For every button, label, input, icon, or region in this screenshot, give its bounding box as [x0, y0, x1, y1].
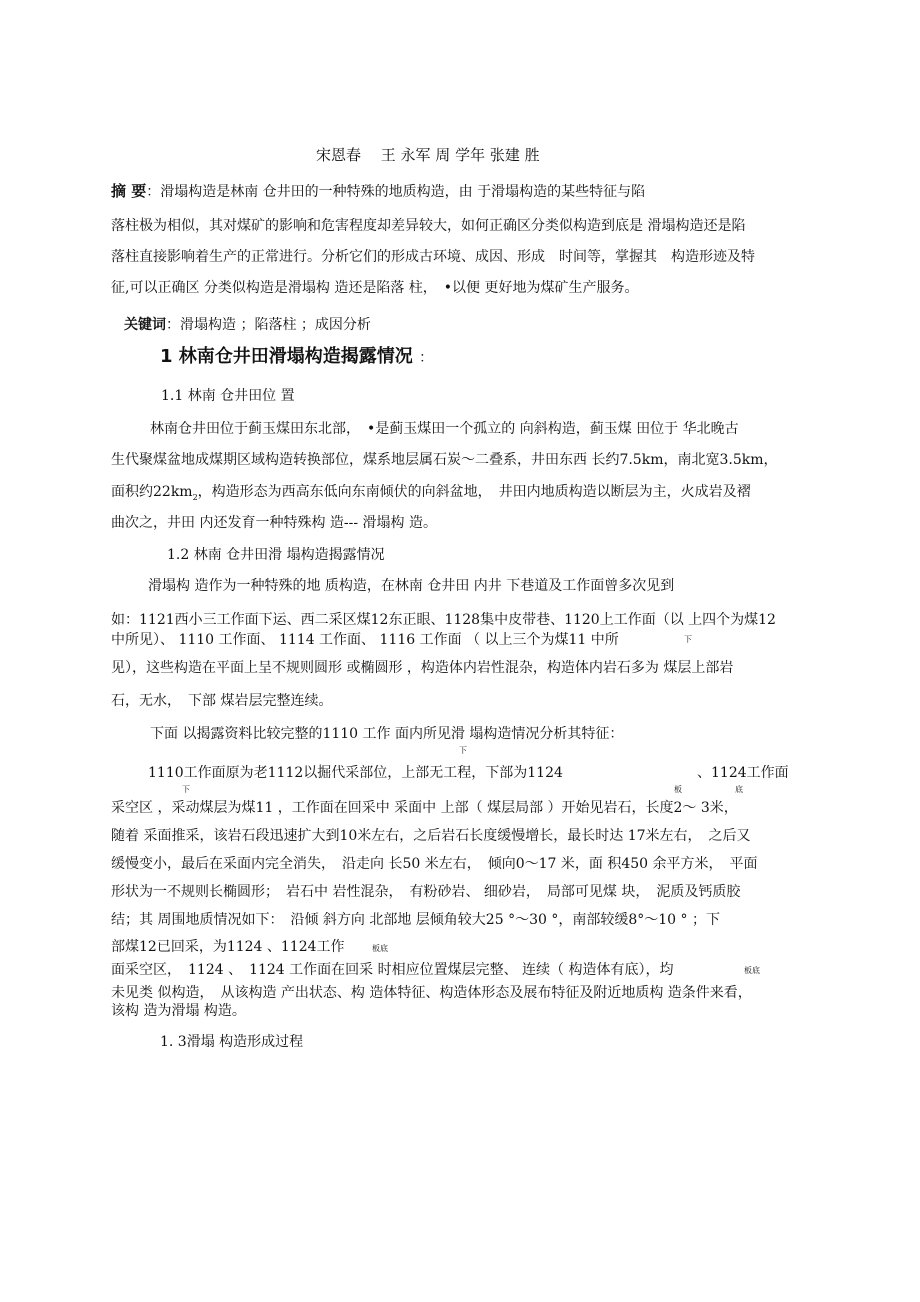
abstract-line-4: 征,可以正确区 分类似构造是滑塌构 造还是陷落 柱， •以便 更好地为煤矿生产服务。 [111, 280, 639, 296]
s12-line-15: 未见类 似构造， 从该构造 产出状态、构 造体特征、构造体形态及展布特征及附近地质构 造条件来看， [111, 985, 752, 1001]
s12-line-7-a: 1110工作面原为老1112以掘代采部位，上部无工程，下部为1124 [148, 765, 563, 781]
s12-line-5: 石，无水， 下部 煤岩层完整连续。 [111, 693, 333, 709]
s12-line-10: 缓慢变小，最后在采面内完全消失， 沿走向 长50 米左右， 倾向0〜17 米，面 积450 余平方米， 平面 [111, 856, 758, 872]
s12-line-11: 形状为一不规则长椭圆形； 岩石中 岩性混杂， 有粉砂岩、 细砂岩， 局部可见煤 块， 泥质及钙质胶 [111, 884, 741, 900]
section-1-1-heading: 1.1 林南 仓井田位 置 [161, 388, 295, 404]
abstract-line-3: 落柱直接影响着生产的正常进行。分析它们的形成古环境、成因、形成 时间等，掌握其 构造形迹及特 [111, 249, 755, 265]
keywords-text: ：滑塌构造 ；陷落柱 ；成因分析 [166, 317, 371, 333]
s11-line-2: 生代聚煤盆地成煤期区域构造转换部位，煤系地层属石炭〜二叠系，井田东西 长约7.5km，南北宽3.5km， [111, 452, 778, 468]
section-1-title [160, 345, 433, 370]
s11-line-3-b: ，构造形态为西高东低向东南倾伏的向斜盆地， 井田内地质构造以断层为主，火成岩及褶 [197, 484, 751, 500]
s12-line-3: 中所见）、 1110 工作面、 1114 工作面、 1116 工作面 （ 以上三个为煤11 中所 [111, 632, 619, 648]
s12-line-14: 面采空区， 1124 、 1124 工作面在回采 时相应位置煤层完整、 连续（ 构造体有底），均 [111, 962, 674, 978]
abstract-first-line [111, 181, 645, 202]
s11-line-3-a: 面积约22km [111, 484, 193, 500]
s11-line-1: 林南仓井田位于蓟玉煤田东北部， •是蓟玉煤田一个孤立的 向斜构造，蓟玉煤 田位于 华北晚古 [150, 421, 739, 437]
s12-line-7-small-3: 底 [735, 785, 743, 794]
s11-line-4: 曲次之，井田 内还发育一种特殊构 造--- 滑塌构 造。 [111, 515, 437, 531]
abstract-colon: ： [146, 184, 161, 200]
s12-line-6: 下面 以揭露资料比较完整的1110 工作 面内所见滑 塌构造情况分析其特征： [150, 726, 624, 742]
s12-line-14-small: 板底 [744, 966, 760, 975]
s12-line-3-small: 下 [684, 635, 692, 644]
s11-line-3 [111, 482, 751, 508]
s12-line-7-small-1: 下 [182, 785, 190, 794]
s12-line-13: 部煤12已回采，为1124 、1124工作 [111, 939, 345, 955]
s12-line-9: 随着 采面推采，该岩石段迅速扩大到10米左右，之后岩石长度缓慢增长，最长时达 17米左右， 之后又 [111, 828, 751, 844]
s11-superscript: 2 [192, 492, 198, 502]
s12-line-7-small-2: 板 [674, 785, 682, 794]
abstract-label: 摘 要 [111, 182, 147, 200]
section-1-3-heading: 1. 3滑塌 构造形成过程 [160, 1034, 304, 1050]
s12-line-7-b: 、1124工作面 [697, 765, 789, 781]
authors: 宋恩春 王 永军 周 学年 张建 胜 [316, 146, 540, 164]
s12-line-6-small: 下 [459, 746, 467, 755]
s12-line-1: 滑塌构 造作为一种特殊的地 质构造，在林南 仓井田 内井 下巷道及工作面曾多次见到 [148, 578, 675, 594]
s12-line-16: 该构 造为滑塌 构造。 [111, 1003, 246, 1019]
abstract-line-1: 滑塌构造是林南 仓井田的一种特殊的地质构造，由 于滑塌构造的某些特征与陷 [160, 184, 646, 200]
section-1-title-colon: ： [419, 350, 434, 366]
s12-line-8: 采空区 ，采动煤层为煤11 ，工作面在回采中 采面中 上部（ 煤层局部 ）开始见岩石，长度2〜 3米， [111, 800, 738, 816]
keywords-label: 关键词 [124, 317, 166, 333]
s12-line-12: 结；其 周围地质情况如下： 沿倾 斜方向 北部地 层倾角较大25 °〜30 °，南部较缓8°〜10 ° ；下 [111, 912, 720, 928]
abstract-line-2: 落柱极为相似，其对煤矿的影响和危害程度却差异较大，如何正确区分类似构造到底是 滑塌构造还是陷 [111, 218, 746, 234]
s12-line-4: 见），这些构造在平面上呈不规则圆形 或椭圆形 ，构造体内岩性混杂，构造体内岩石多为 煤层上部岩 [111, 660, 734, 676]
s12-line-2: 如：1121西小三工作面下运、西二采区煤12东正眼、1128集中皮带巷、1120上工作面（以 上四个为煤12 [111, 612, 776, 628]
section-1-2-heading: 1.2 林南 仓井田滑 塌构造揭露情况 [167, 547, 385, 563]
s12-line-13-small: 板底 [372, 944, 388, 953]
section-1-title-text: 1 林南仓井田滑塌构造揭露情况 [160, 346, 413, 367]
keywords [124, 315, 371, 335]
